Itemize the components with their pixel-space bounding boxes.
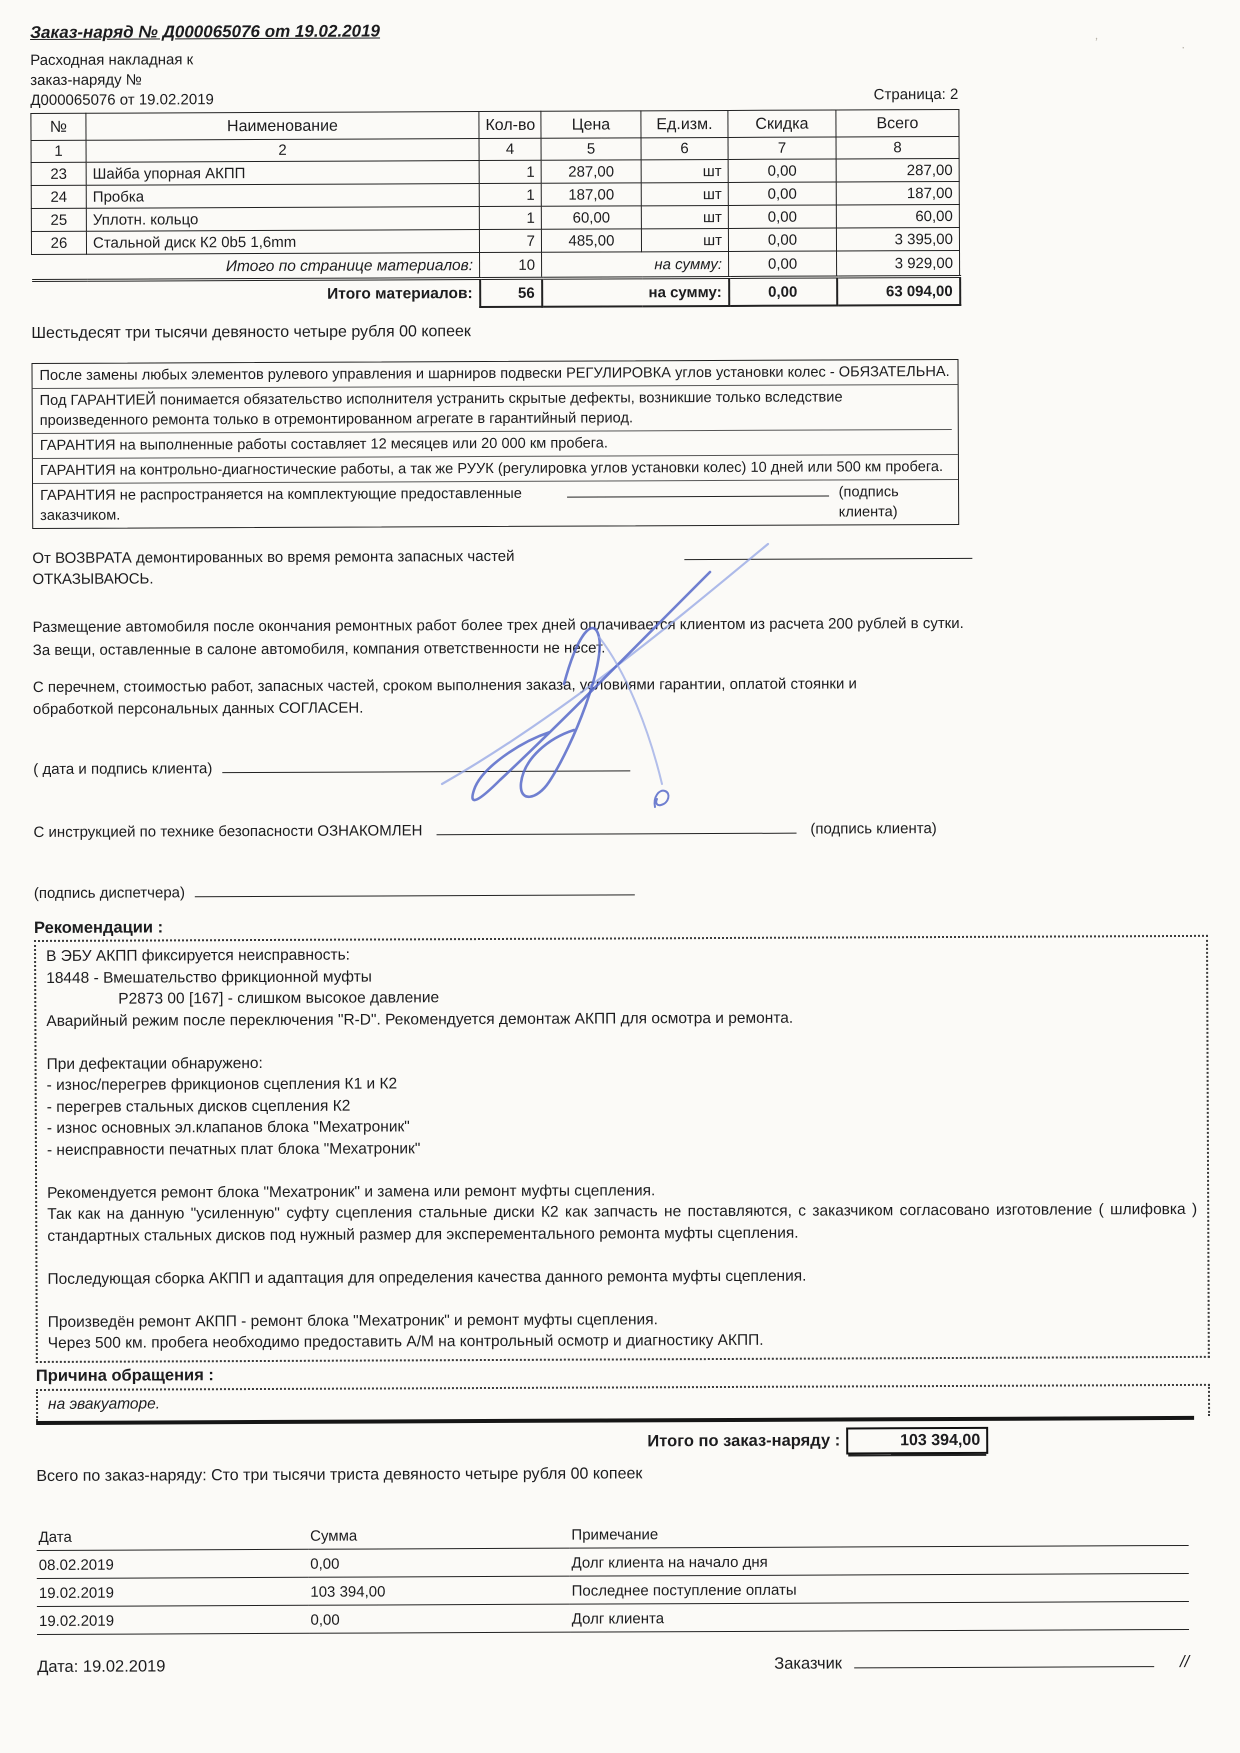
reason-title: Причина обращения :: [35, 1365, 214, 1385]
footer-row: [37, 1652, 1189, 1679]
recommendations-title: Рекомендации :: [33, 918, 164, 938]
recommendations-box: [34, 935, 1210, 1363]
terms-line: ГАРАНТИЯ на контрольно-диагностические работы, а так же РУУК (регулировка углов установки колес) 10 дней или 500 км пробега.: [33, 455, 958, 484]
table-row: [37, 1601, 1189, 1634]
page-total-label: Итого по странице материалов:: [32, 253, 480, 281]
colnum: 5: [541, 138, 641, 160]
payments-col-note: Примечание: [569, 1518, 1188, 1548]
cell-price: 187,00: [541, 183, 641, 206]
payment-sum: 0,00: [308, 1604, 569, 1633]
customer-signature-group: [774, 1652, 1189, 1676]
cell-name: Уплотн. кольцо: [86, 207, 479, 232]
cell-price: 60,00: [541, 206, 641, 229]
cell-total: 187,00: [836, 181, 959, 205]
reason-box: на эвакуаторе.: [36, 1383, 1210, 1420]
terms-line: После замены любых элементов рулевого управления и шарниров подвески РЕГУЛИРОВКА углов установки колес - ОБЯЗАТЕЛЬНА.: [32, 360, 957, 389]
recommendation-line: При дефектации обнаружено:: [46, 1054, 263, 1073]
cell-qty: 1: [479, 160, 541, 183]
order-title: Заказ-наряд № Д000065076 от 19.02.2019: [30, 21, 381, 42]
page-total-qty: 10: [480, 252, 542, 278]
date-signature-row: [33, 754, 1193, 780]
cell-name: Стальной диск К2 0b5 1,6mm: [86, 230, 479, 255]
colnum: 7: [728, 137, 836, 159]
recommendation-line: Произведён ремонт АКПП - ремонт блока "Мехатроник" и ремонт муфты сцепления.: [47, 1310, 658, 1331]
dispatcher-signature-row: [34, 878, 1194, 904]
cell-unit: шт: [641, 159, 728, 182]
payment-sum: 0,00: [308, 1548, 569, 1577]
terms-line: ГАРАНТИЯ не распространяется на комплектующие предоставленные заказчиком.: [40, 485, 522, 525]
col-header-name: Наименование: [86, 112, 479, 141]
invoice-line: Расходная накладная к: [30, 51, 194, 69]
payment-note: Последнее поступление оплаты: [570, 1573, 1189, 1604]
safety-text: С инструкцией по технике безопасности ОЗНАКОМЛЕН: [33, 822, 423, 842]
document-body: [30, 17, 1197, 1679]
client-signature-label: (подпись клиента): [810, 820, 937, 838]
order-total-row: [36, 1426, 988, 1457]
payments-table: [37, 1518, 1189, 1635]
materials-header-row: [31, 109, 959, 140]
cell-discount: 0,00: [728, 205, 836, 228]
invoice-line: заказ-наряду №: [30, 71, 142, 89]
recommendation-line: Аварийный режим после переключения "R-D". Рекомендуется демонтаж АКПП для осмотра и ремонта.: [46, 1009, 794, 1030]
col-header-discount: Скидка: [728, 110, 836, 137]
belongings-text: За вещи, оставленные в салоне автомобиля, компания ответственности не несет.: [32, 639, 606, 660]
cell-unit: шт: [641, 228, 728, 251]
parking-text: Размещение автомобиля после окончания ремонтных работ более трех дней оплачивается клиентом из расчета 200 рублей в сутки.: [32, 615, 964, 637]
page-total-discount: 0,00: [729, 251, 837, 277]
recommendation-line: - неисправности печатных плат блока "Мехатроник": [46, 1139, 421, 1159]
cell-discount: 0,00: [728, 159, 836, 182]
payment-date: 19.02.2019: [37, 1605, 309, 1634]
colnum: 2: [86, 139, 479, 163]
page-total-amount: 3 929,00: [837, 250, 960, 277]
page-total-sum-label: на сумму:: [542, 251, 729, 278]
pencil-scan-marks: ‚ ·: [1094, 26, 1227, 61]
signature-line: [854, 1652, 1154, 1669]
cell-total: 60,00: [836, 204, 959, 228]
page-total-row: [32, 250, 960, 280]
signature-line: [567, 483, 828, 498]
col-header-unit: Ед.изм.: [641, 110, 728, 137]
colnum: 8: [836, 136, 959, 159]
materials-total-discount: 0,00: [729, 277, 837, 306]
cell-price: 485,00: [541, 229, 641, 252]
recommendation-line: - износ основных эл.клапанов блока "Мехатроник": [46, 1118, 410, 1138]
payment-date: 19.02.2019: [37, 1577, 309, 1606]
order-total-in-words: Всего по заказ-наряду: Сто три тысячи триста девяносто четыре рубля 00 копеек: [36, 1464, 643, 1485]
materials-amount-in-words: Шестьдесят три тысячи девяносто четыре рубля 00 копеек: [31, 323, 471, 342]
recommendation-line: Р2873 00 [167] - слишком высокое давление: [118, 989, 440, 1008]
cell-total: 3 395,00: [836, 227, 959, 251]
date-signature-label: ( дата и подпись клиента): [33, 760, 213, 779]
materials-total-qty: 56: [480, 278, 542, 307]
consent-statement: С перечнем, стоимостью работ, запасных частей, сроком выполнения заказа, условиями гарантии, оплатой стоянки и обработкой персональных данных СОГЛАСЕН.: [32, 675, 857, 719]
payments-col-date: Дата: [37, 1521, 309, 1550]
payment-sum: 103 394,00: [308, 1576, 569, 1605]
cell-unit: шт: [641, 205, 728, 228]
page-number-label: Страница: 2: [873, 85, 959, 104]
pre-table-row: [30, 47, 958, 111]
payment-note: Долг клиента на начало дня: [569, 1545, 1188, 1576]
refusal-text: От ВОЗВРАТА демонтированных во время ремонта запасных частей ОТКАЗЫВАЮСЬ.: [32, 548, 515, 589]
col-header-total: Всего: [836, 109, 959, 137]
recommendation-line: - износ/перегрев фрикционов сцепления К1 и К2: [46, 1075, 398, 1095]
signature-line: [222, 757, 630, 773]
materials-total-sum-label: на сумму:: [542, 277, 729, 306]
col-header-qty: Кол-во: [479, 111, 541, 138]
payments-col-sum: Сумма: [308, 1520, 569, 1549]
order-total-value: 103 394,00: [846, 1426, 988, 1454]
invoice-reference: [30, 50, 214, 111]
cell-name: Пробка: [86, 184, 479, 209]
terms-line-signature: [33, 480, 958, 528]
recommendation-line: Через 500 км. пробега необходимо предоставить А/М на контрольный осмотр и диагностику АКПП.: [47, 1331, 764, 1353]
footer-date: Дата: 19.02.2019: [37, 1657, 166, 1677]
terms-line: Под ГАРАНТИЕЙ понимается обязательство исполнителя устранить скрытые дефекты, возникшие только вследствие произведенного ремонта только в отремонтированном агрегате в гарантийный период.: [33, 385, 952, 434]
cell-name: Шайба упорная АКПП: [86, 161, 479, 186]
signature-line: [195, 881, 635, 897]
refusal-statement: [32, 544, 972, 590]
cell-no: 25: [31, 208, 86, 231]
signature-line: [436, 819, 796, 835]
order-total-label: Итого по заказ-наряду :: [647, 1431, 841, 1450]
dispatcher-signature-label: (подпись диспетчера): [33, 884, 186, 903]
payment-note: Долг клиента: [570, 1601, 1189, 1632]
materials-total-label: Итого материалов:: [327, 285, 473, 303]
cell-qty: 1: [479, 206, 541, 229]
cell-qty: 7: [479, 229, 541, 252]
cell-qty: 1: [479, 183, 541, 206]
terms-line: ГАРАНТИЯ на выполненные работы составляет 12 месяцев или 20 000 км пробега.: [33, 430, 958, 459]
colnum: 1: [31, 140, 86, 162]
recommendation-line: - перегрев стальных дисков сцепления К2: [46, 1097, 351, 1116]
cell-unit: шт: [641, 182, 728, 205]
materials-table: [30, 109, 960, 310]
recommendation-line: Рекомендуется ремонт блока "Мехатроник" и замена или ремонт муфты сцепления.: [47, 1181, 656, 1202]
safety-signature-row: [33, 817, 1193, 843]
invoice-line: Д000065076 от 19.02.2019: [30, 91, 214, 109]
cell-price: 287,00: [541, 160, 641, 183]
col-header-no: №: [31, 113, 86, 140]
parking-statement: [33, 611, 1193, 662]
signature-line: [684, 545, 972, 561]
slashes-mark: //: [1179, 1653, 1190, 1672]
cell-no: 24: [31, 185, 86, 208]
client-signature-label: (подпись клиента): [838, 484, 899, 521]
warranty-terms-box: [31, 359, 959, 529]
col-header-price: Цена: [541, 111, 641, 138]
recommendation-line: В ЭБУ АКПП фиксируется неисправность:: [46, 946, 350, 966]
cell-discount: 0,00: [728, 182, 836, 205]
cell-no: 23: [31, 162, 86, 185]
payment-date: 08.02.2019: [37, 1549, 309, 1578]
cell-discount: 0,00: [728, 228, 836, 251]
cell-total: 287,00: [836, 158, 959, 182]
colnum: 4: [479, 138, 541, 160]
recommendation-line: Последующая сборка АКПП и адаптация для определения качества данного ремонта муфты сцепления.: [47, 1267, 807, 1288]
materials-total-amount: 63 094,00: [837, 276, 960, 305]
recommendation-line: 18448 - Вмешательство фрикционной муфты: [46, 968, 372, 987]
colnum: 6: [641, 137, 728, 159]
cell-no: 26: [31, 231, 86, 254]
materials-total-row: [32, 276, 960, 309]
recommendation-line: Так как на данную "усиленную" суфту сцепления стальные диски К2 как запчасть не поставляются, с заказчиком согласовано изготовление ( шлифовка ) стандартных стальных дисков под нужный размер для эксперементального ремонта муфты сцепления.: [47, 1201, 1198, 1245]
customer-label: Заказчик: [774, 1654, 843, 1674]
